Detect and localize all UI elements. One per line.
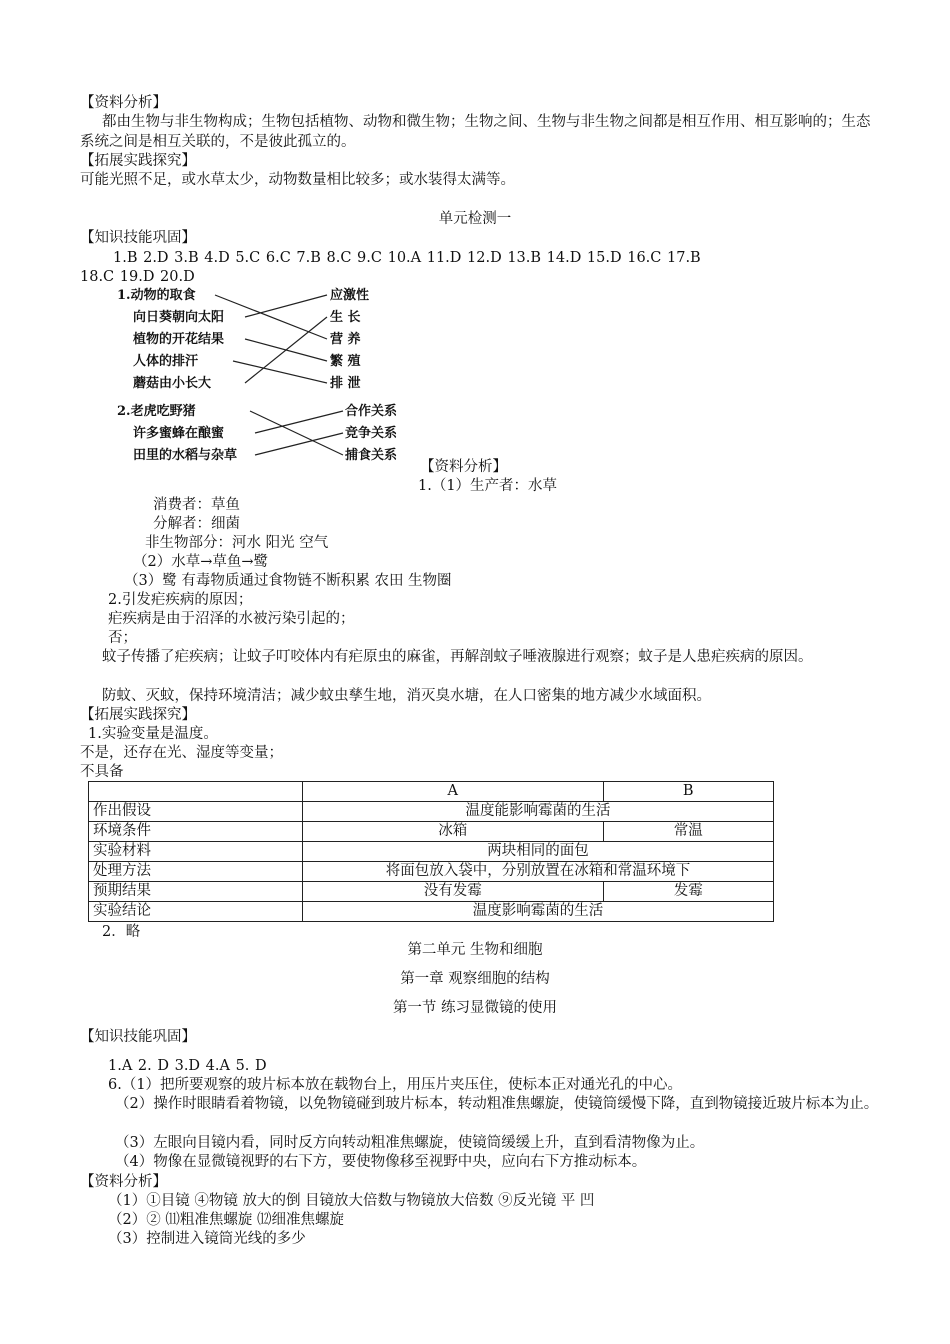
match1-left-1: 1.动物的取食 (117, 288, 196, 303)
unit2-title: 第二单元 生物和细胞 (407, 942, 543, 958)
table-header-a: A (303, 782, 604, 802)
answer-6-1: 6.（1）把所要观察的玻片标本放在载物台上，用压片夹压住，使标本正对通光孔的中心。 (108, 1077, 683, 1093)
answer-6-3: （3）左眼向目镜内看，同时反方向转动粗准焦螺旋，使镜筒缓缓上升，直到看清物像为止。 (115, 1135, 705, 1151)
data-answer-3: （3）控制进入镜筒光线的多少 (108, 1231, 306, 1247)
table-cell: 发霉 (603, 882, 773, 902)
match1-right-5: 排 泄 (330, 376, 361, 391)
paragraph-extension: 可能光照不足，或水草太少，动物数量相比较多；或水装得太满等。 (80, 172, 515, 188)
table-row-label: 处理方法 (89, 862, 303, 882)
extension-answer-4: 2．略 (102, 924, 141, 940)
match2-left-3: 田里的水稻与杂草 (133, 448, 238, 463)
answer-3: （3）鹭 有毒物质通过食物链不断积累 农田 生物圈 (124, 573, 452, 589)
match2-right-3: 捕食关系 (345, 448, 398, 463)
table-row-label: 作出假设 (89, 802, 303, 822)
extension-answer-1: 1.实验变量是温度。 (88, 726, 218, 742)
match1-left-2: 向日葵朝向太阳 (133, 310, 225, 325)
match1-right-3: 营 养 (330, 332, 361, 347)
table-cell: 将面包放入袋中，分别放置在冰箱和常温环境下 (303, 862, 774, 882)
table-row-label: 预期结果 (89, 882, 303, 902)
match1-right-2: 生 长 (330, 310, 361, 325)
table-row (89, 822, 774, 842)
match1-left-5: 蘑菇由小长大 (133, 376, 212, 391)
match1-right-4: 繁 殖 (330, 354, 361, 369)
choice-answers-line1: 1.B 2.D 3.B 4.D 5.C 6.C 7.B 8.C 9.C 10.A 11.D 12.D 13.B 14.D 15.D 16.C 17.B (113, 250, 701, 266)
answer-food-chain: （2）水草→草鱼→鹭 (133, 554, 269, 570)
match2-left-2: 许多蜜蜂在酿蜜 (133, 426, 225, 441)
data-answer-1: （1）①目镜 ④物镜 放大的倒 目镜放大倍数与物镜放大倍数 ⑨反光镜 平 凹 (108, 1193, 595, 1209)
extension-answer-2: 不是，还存在光、湿度等变量； (80, 745, 283, 761)
table-row (89, 902, 774, 922)
extension-answer-3: 不具备 (80, 764, 124, 780)
answer-decomposer: 分解者：细菌 (153, 516, 240, 532)
heading-knowledge-2: 【知识技能巩固】 (80, 1029, 196, 1045)
answer-2-line2: 否； (108, 630, 137, 646)
heading-extension-2: 【拓展实践探究】 (80, 707, 196, 723)
match2-right-2: 竞争关系 (345, 426, 398, 441)
heading-data-analysis-2: 【资料分析】 (420, 459, 507, 475)
section-title: 第一节 练习显微镜的使用 (392, 1000, 558, 1016)
experiment-table (88, 781, 774, 922)
heading-data-analysis: 【资料分析】 (80, 95, 167, 111)
paragraph-ecosystem: 都由生物与非生物构成；生物包括植物、动物和微生物；生物之间、生物与非生物之间都是相互作用、相互影响的；生态系统之间是相互关联的，不是彼此孤立的。 (80, 114, 871, 150)
table-header-b: B (603, 782, 773, 802)
table-cell: 温度影响霉菌的生活 (303, 902, 774, 922)
answer-consumer: 消费者：草鱼 (153, 497, 240, 513)
table-row-label: 环境条件 (89, 822, 303, 842)
answer-2-title: 2.引发疟疾病的原因； (108, 592, 253, 608)
match1-left-4: 人体的排汗 (133, 354, 199, 369)
matching-diagram (115, 284, 415, 468)
match1-lines (215, 295, 327, 383)
answer-producer: 1.（1）生产者：水草 (418, 478, 558, 494)
table-cell: 没有发霉 (303, 882, 604, 902)
answer-6-4: （4）物像在显微镜视野的右下方，要使物像移至视野中央，应向右下方推动标本。 (115, 1154, 647, 1170)
chapter-title: 第一章 观察细胞的结构 (400, 971, 550, 987)
unit-test-title: 单元检测一 (438, 211, 512, 227)
answer-6-2: （2）操作时眼睛看着物镜，以免物镜碰到玻片标本，转动粗准焦螺旋，使镜筒缓慢下降，直到物镜接近玻片标本为止。 (115, 1096, 879, 1112)
match1-left-3: 植物的开花结果 (133, 332, 225, 347)
heading-knowledge: 【知识技能巩固】 (80, 230, 196, 246)
heading-extension: 【拓展实践探究】 (80, 153, 196, 169)
table-cell: 两块相同的面包 (303, 842, 774, 862)
answer-2-line4: 防蚊、灭蚊，保持环境清洁；减少蚊虫孳生地，消灭臭水塘，在人口密集的地方减少水域面积。 (102, 688, 711, 704)
table-row (89, 782, 774, 802)
table-row-label: 实验结论 (89, 902, 303, 922)
match1-right-1: 应激性 (330, 288, 370, 303)
choice-answers-line2: 18.C 19.D 20.D (80, 269, 195, 285)
table-row-label: 实验材料 (89, 842, 303, 862)
answer-abiotic: 非生物部分：河水 阳光 空气 (145, 535, 329, 551)
table-cell: 冰箱 (303, 822, 604, 842)
data-answer-2: （2）② ⑾粗准焦螺旋 ⑿细准焦螺旋 (108, 1212, 344, 1228)
table-cell: 常温 (603, 822, 773, 842)
heading-data-analysis-3: 【资料分析】 (80, 1174, 167, 1190)
table-row (89, 862, 774, 882)
answer-2-line3: 蚊子传播了疟疾病；让蚊子叮咬体内有疟原虫的麻雀，再解剖蚊子唾液腺进行观察；蚊子是人患疟疾病的原因。 (102, 649, 813, 665)
match2-lines (250, 411, 343, 455)
table-row (89, 802, 774, 822)
table-cell: 温度能影响霉菌的生活 (303, 802, 774, 822)
choice-answers-unit2: 1.A 2. D 3.D 4.A 5. D (108, 1058, 267, 1074)
table-cell (89, 782, 303, 802)
table-row (89, 842, 774, 862)
match2-right-1: 合作关系 (345, 404, 398, 419)
table-row (89, 882, 774, 902)
answer-2-line1: 疟疾病是由于沼泽的水被污染引起的； (108, 611, 355, 627)
match2-left-1: 2.老虎吃野猪 (117, 404, 196, 419)
